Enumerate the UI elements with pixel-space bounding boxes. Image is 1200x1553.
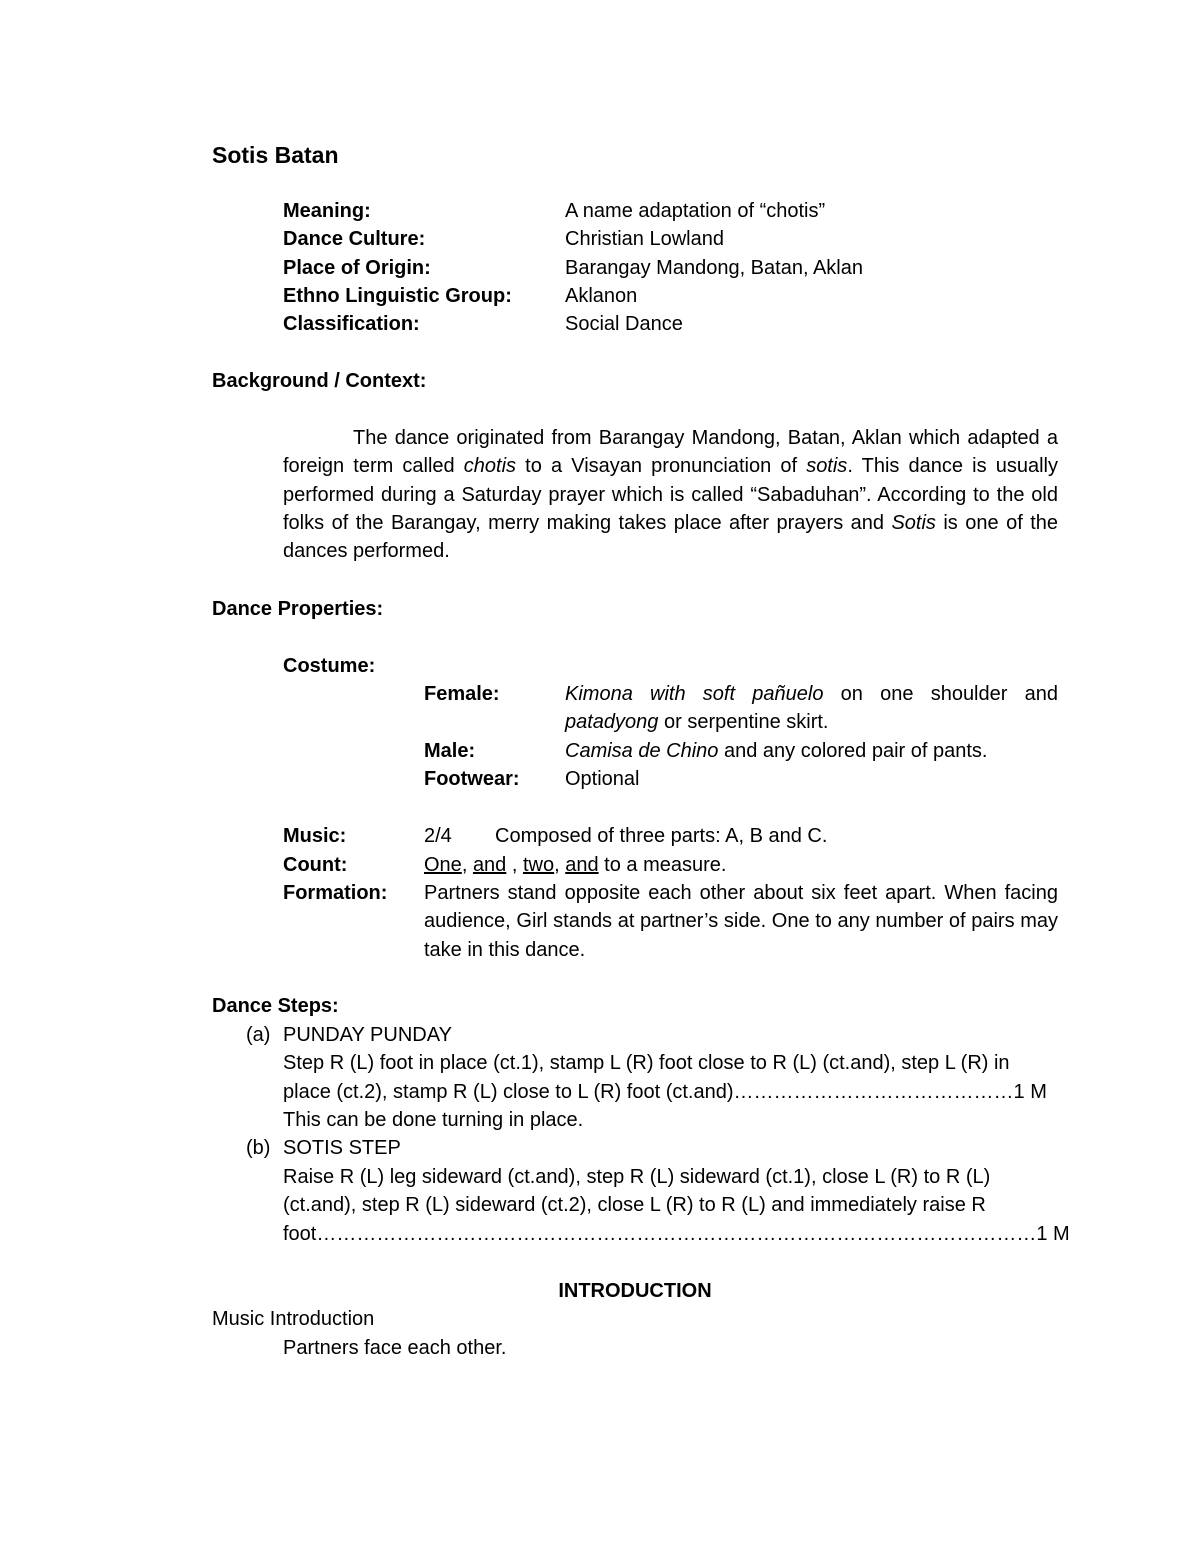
introduction-heading: INTRODUCTION — [558, 1280, 712, 1302]
count-two: two — [522, 854, 555, 876]
formation-label: Formation: — [283, 882, 388, 904]
male-value — [565, 737, 987, 765]
footwear-value: Optional — [565, 768, 640, 790]
info-value-meaning: A name adaptation of “chotis” — [565, 200, 826, 222]
info-label-meaning: Meaning: — [283, 200, 371, 222]
music-value: Composed of three parts: A, B and C. — [495, 825, 828, 847]
background-text-2: to a Visayan pronunciation of — [516, 455, 807, 478]
male-camisa: Camisa de Chino — [565, 740, 719, 762]
background-text-4: is one of the dances performed. — [283, 511, 1058, 563]
step-a-note: This can be done turning in place. — [283, 1109, 584, 1131]
background-paragraph — [283, 424, 1058, 565]
music-introduction-heading: Music Introduction — [212, 1308, 375, 1330]
info-label-ethno: Ethno Linguistic Group: — [283, 285, 512, 307]
male-label: Male: — [424, 740, 476, 762]
background-heading: Background / Context: — [212, 370, 427, 392]
female-label: Female: — [424, 683, 500, 705]
count-rest: to a measure. — [598, 854, 727, 876]
female-value — [565, 680, 1058, 737]
step-b-name: SOTIS STEP — [283, 1137, 401, 1159]
footwear-label: Footwear: — [424, 768, 520, 790]
term-sotis: sotis — [806, 455, 848, 478]
count-and-2: and — [565, 854, 599, 876]
music-label: Music: — [283, 825, 347, 847]
music-time: 2/4 — [424, 825, 452, 847]
female-text-1: on one shoulder and — [823, 683, 1058, 705]
count-and-1: and — [472, 854, 507, 876]
background-text-3: . This dance is usually performed during a Saturday prayer which is called “Sabaduhan”. According to the old folks of the Barangay, merry making takes place after prayers and — [283, 455, 1058, 534]
info-label-origin: Place of Origin: — [283, 257, 431, 279]
step-a-line-1: Step R (L) foot in place (ct.1), stamp L (R) foot close to R (L) (ct.and), step L (R) in — [283, 1052, 1010, 1074]
steps-heading: Dance Steps: — [212, 995, 339, 1017]
count-value: One, and , two, and to a measure. — [424, 854, 727, 876]
step-b-line-2: (ct.and), step R (L) sideward (ct.2), close L (R) to R (L) and immediately raise R — [283, 1194, 986, 1216]
formation-value: Partners stand opposite each other about six feet apart. When facing audience, Girl stands at partner’s side. One to any number of pairs may take in this dance. — [424, 882, 1058, 961]
male-text: and any colored pair of pants. — [718, 740, 988, 762]
info-value-origin: Barangay Mandong, Batan, Aklan — [565, 257, 863, 279]
properties-heading: Dance Properties: — [212, 598, 384, 620]
info-label-classification: Classification: — [283, 313, 420, 335]
step-a-marker: (a) — [246, 1024, 271, 1046]
count-label: Count: — [283, 854, 348, 876]
term-chotis: chotis — [463, 455, 517, 478]
step-b-line-3: foot………………………………………………………………………………………………1 M — [283, 1223, 1070, 1245]
info-value-culture: Christian Lowland — [565, 228, 724, 250]
step-b-line-1: Raise R (L) leg sideward (ct.and), step R (L) sideward (ct.1), close L (R) to R (L) — [283, 1166, 991, 1188]
info-value-ethno: Aklanon — [565, 285, 638, 307]
female-kimona: Kimona with soft pañuelo — [565, 683, 824, 705]
info-value-classification: Social Dance — [565, 313, 683, 335]
female-patadyong: patadyong — [565, 711, 659, 734]
step-a-name: PUNDAY PUNDAY — [283, 1024, 452, 1046]
background-text-1: The dance originated from Barangay Mandong, Batan, Aklan which adapted a foreign term called — [283, 427, 1058, 478]
female-text-2: or serpentine skirt. — [658, 711, 829, 734]
document-title: Sotis Batan — [212, 142, 339, 168]
step-a-line-2: place (ct.2), stamp R (L) close to L (R) foot (ct.and)……………………………………1 M — [283, 1081, 1047, 1103]
step-b-marker: (b) — [246, 1137, 271, 1159]
count-one: One — [424, 854, 462, 876]
costume-label: Costume: — [283, 655, 376, 677]
term-sotis-capital: Sotis — [891, 511, 936, 534]
info-label-culture: Dance Culture: — [283, 228, 426, 250]
introduction-text: Partners face each other. — [283, 1337, 507, 1359]
